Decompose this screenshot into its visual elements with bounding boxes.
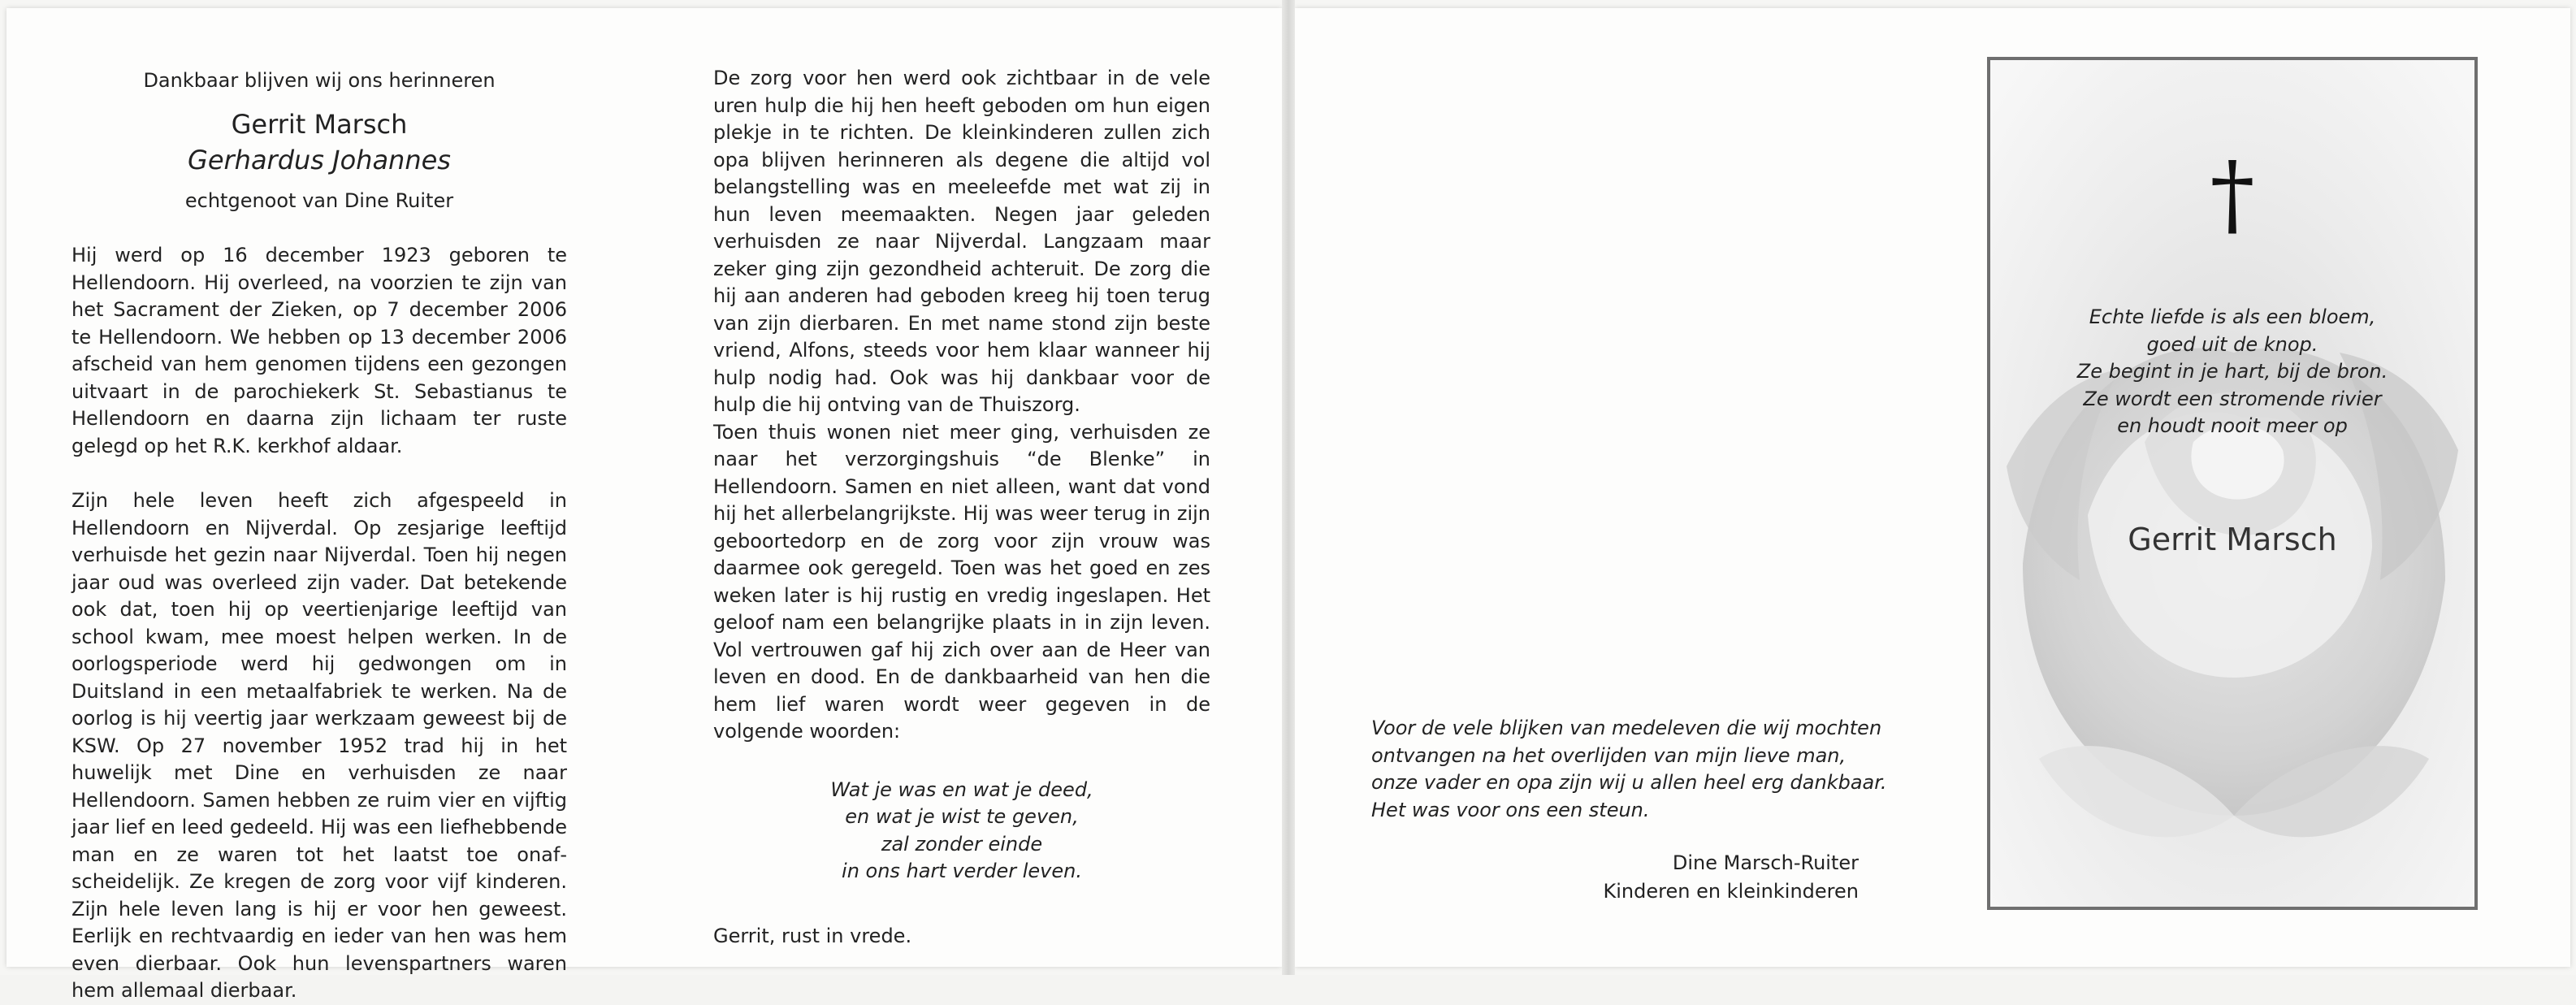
intro-line: Dankbaar blijven wij ons herinneren <box>143 69 496 92</box>
deceased-name: Gerrit Marsch <box>231 108 408 140</box>
family-signature <box>1453 849 1859 906</box>
left-column <box>71 65 567 1005</box>
quote-line: Ze wordt een stromende rivier <box>2083 387 2382 410</box>
rest-in-peace-line: Gerrit, rust in vrede. <box>713 924 912 947</box>
care-paragraph: De zorg voor hen werd ook zichtbaar in de vele uren hulp die hij hen heeft geboden om hun eigen plekje in te richten. De kleinkinderen zullen zich opa blijven herinneren als degene die altijd vol belangstelling was en meeleefde met wat zij in hun leven meemaakten. Negen jaar geleden verhuisden ze naar Nijverdal. Langzaam maar zeker ging zijn gezondheid achteruit. De zorg die hij aan anderen had geboden kreeg hij toen terug van zijn dierbaren. En met name stond zijn beste vriend, Alfons, steeds voor hem klaar wanneer hij hulp nodig had. Ook was hij dankbaar voor de hulp die hij ontving van de Thuiszorg. <box>713 67 1210 416</box>
thank-you-note <box>1371 715 1891 824</box>
poem-line: Wat je was en wat je deed, <box>830 778 1093 801</box>
poem-line: in ons hart verder leven. <box>842 860 1082 882</box>
cover-photo-frame <box>1987 57 2478 910</box>
memorial-poem <box>713 777 1210 886</box>
quote-line: en houdt nooit meer op <box>2117 414 2348 437</box>
life-paragraph-2: Zijn hele leven heeft zich afgespeeld in Hellendoorn en Nijverdal. Op zesjarige leeftijd verhuisde het gezin naar Nijverdal. Toen hij negen jaar oud was overleed zijn vader. Dat betekende ook dat, toen hij op veertienjarige leeftijd van school kwam, mee moest helpen werken. In de oorlogsperiode werd hij gedwongen om in Duitsland in een metaalfabriek te werken. Na de oorlog is hij veertig jaar werkzaam geweest bij de KSW. Op 27 november 1952 trad hij in het huwelijk met Dine en verhuisden ze naar Hellendoorn. Samen hebben ze ruim vier en vijftig jaar lief en leed gedeeld. Hij was een liefhebbende man en ze waren tot het laatst toe onafscheidelijk. Ze kregen de zorg voor vijf kinderen. Zijn hele leven lang is hij er voor hen geweest. Eerlijk en rechtvaardig en ieder van hen was hem even dierbaar. Ook hun levenspartners waren hem allemaal dierbaar. <box>71 489 567 1002</box>
cover-name: Gerrit Marsch <box>2128 522 2337 557</box>
thank-you-line: ontvangen na het overlijden van mijn lieve man, <box>1371 743 1846 767</box>
final-years-paragraph: Toen thuis wonen niet meer ging, verhuisden ze naar het verzorgingshuis “de Blenke” in Hellendoorn. Samen en niet alleen, want dat vond hij het allerbelangrijkste. Hij was weer terug in zijn geboortedorp en de zorg voor zijn vrouw was daarmee ook geregeld. Toen was het goed en zes weken later is hij rustig en vredig ingeslapen. Het geloof nam een belangrijke plaats in in zijn leven. Vol vertrouwen gaf hij zich over aan de Heer van leven en dood. En de dankbaarheid van hen die hem lief waren wordt weer gegeven in de volgende woorden: <box>713 420 1210 743</box>
life-paragraph-1: Hij werd op 16 december 1923 geboren te Hellendoorn. Hij overleed, na voorzien te zijn van het Sacrament der Zieken, op 7 december 2006 te Hellendoorn. We hebben op 13 december 2006 afscheid van hem genomen tijdens een gezongen uitvaart in de parochiekerk St. Sebastianus te Hellendoorn en daarna zijn lichaam ter ruste gelegd op het R.K. kerkhof aldaar. <box>71 244 567 457</box>
cover-quote <box>1990 304 2474 440</box>
thank-you-line: Het was voor ons een steun. <box>1371 798 1650 821</box>
given-names: Gerhardus Johannes <box>188 144 451 175</box>
spouse-line: echtgenoot van Dine Ruiter <box>184 188 454 212</box>
cross-icon: † <box>2210 142 2255 246</box>
signature-line: Kinderen en kleinkinderen <box>1603 880 1859 903</box>
poem-line: zal zonder einde <box>881 832 1043 856</box>
signature-line: Dine Marsch-Ruiter <box>1672 851 1859 874</box>
middle-column <box>713 65 1210 950</box>
quote-line: Ze begint in je hart, bij de bron. <box>2076 360 2388 383</box>
thank-you-line: onze vader en opa zijn wij u allen heel erg dankbaar. <box>1371 771 1887 794</box>
quote-line: goed uit de knop. <box>2146 332 2318 356</box>
thank-you-line: Voor de vele blijken van medeleven die wij mochten <box>1371 717 1882 739</box>
scan-gutter <box>1282 0 1295 975</box>
quote-line: Echte liefde is als een bloem, <box>2089 305 2376 328</box>
poem-line: en wat je wist te geven, <box>845 805 1079 828</box>
